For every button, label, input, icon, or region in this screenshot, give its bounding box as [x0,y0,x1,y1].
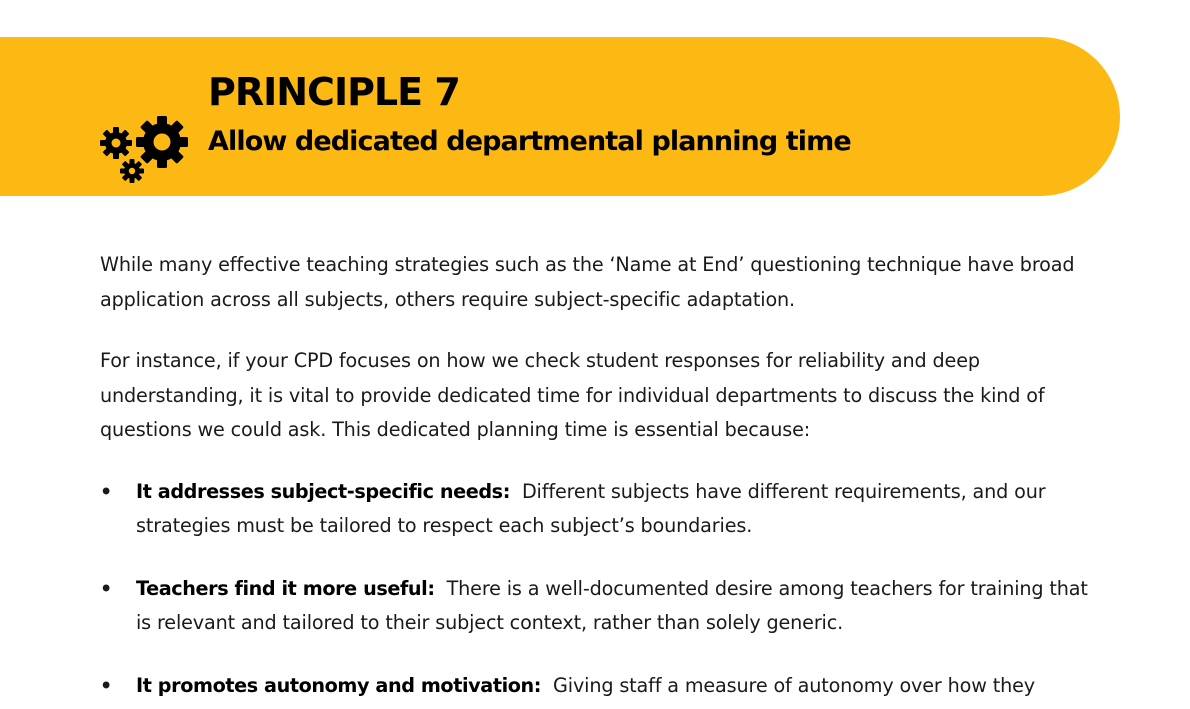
gears-icon [98,113,194,189]
list-item-lead: It promotes autonomy and motivation: [136,673,542,697]
body-content [100,248,1100,709]
bullet-icon: • [100,576,113,600]
page-subtitle: Allow dedicated departmental planning time [208,126,851,157]
list-item-text: Different subjects have different requirements, and our strategies must be tailored to respect each subject’s boundaries. [136,479,1046,537]
intro-paragraph: While many effective teaching strategies such as the ‘Name at End’ questioning technique have broad application across all subjects, others require subject-specific adaptation. [100,253,1075,311]
list-item [100,475,1100,544]
list-item-text: There is a well-documented desire among teachers for training that is relevant and tailored to their subject context, rather than solely generic. [136,576,1088,634]
list-item [100,572,1100,641]
bullet-icon: • [100,479,113,503]
bullet-icon: • [100,673,113,697]
principle-banner [0,37,1120,196]
list-item-text: Giving staff a measure of autonomy over how they [553,673,1035,697]
list-item [100,669,1100,704]
reasons-list [100,475,1100,704]
instance-paragraph: For instance, if your CPD focuses on how we check student responses for reliability and deep understanding, it is vital to provide dedicated time for individual departments to discuss the kind of questions we could ask. This dedicated planning time is essential because: [100,349,1045,441]
list-item-lead: It addresses subject-specific needs: [136,479,510,503]
list-item-lead: Teachers find it more useful: [136,576,435,600]
page-title: PRINCIPLE 7 [208,70,460,114]
